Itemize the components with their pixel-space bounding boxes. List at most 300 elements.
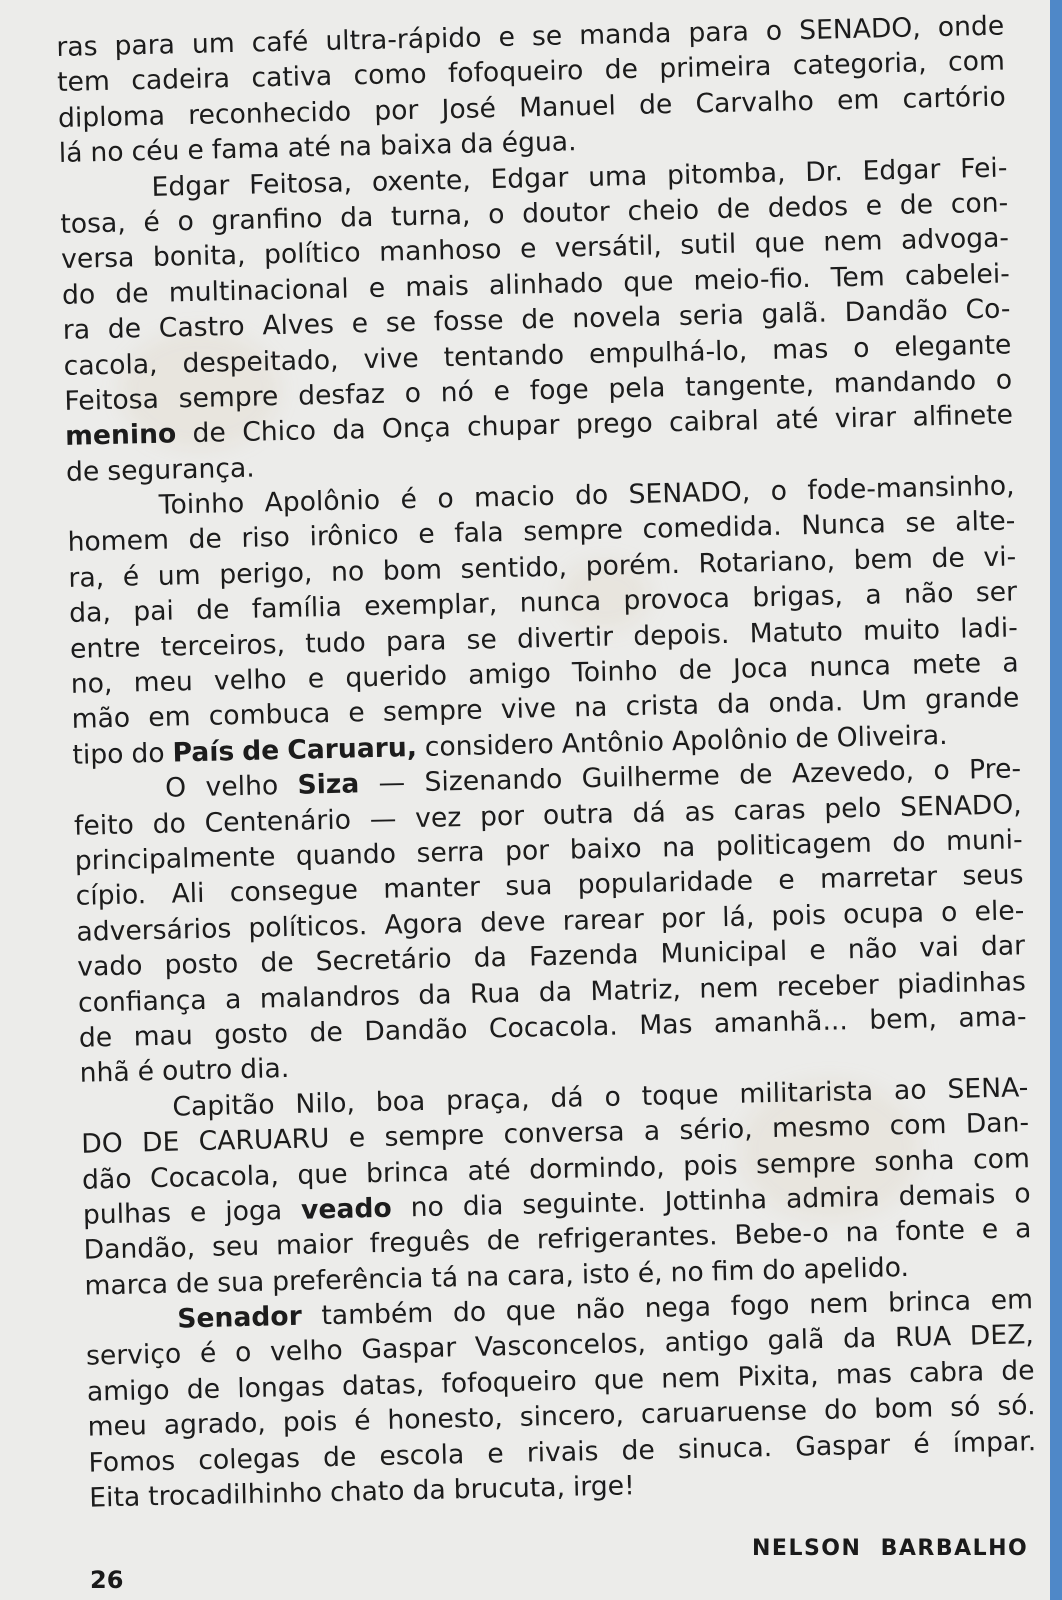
word: velho	[213, 663, 287, 697]
word: homem	[67, 525, 170, 559]
word: o	[1013, 1178, 1031, 1210]
word: do	[574, 479, 609, 512]
word: a	[864, 579, 882, 612]
word: Co-	[965, 293, 1011, 326]
paragraph	[66, 468, 1020, 773]
word: não	[847, 933, 898, 966]
word: mau	[133, 1020, 194, 1053]
word: vai	[919, 931, 960, 964]
word: baixa	[379, 129, 453, 162]
word: outro	[161, 1054, 233, 1088]
word: nó	[440, 376, 475, 409]
word: advoga-	[900, 222, 1010, 257]
word: e	[189, 1196, 207, 1229]
word: Fazenda	[528, 939, 639, 973]
word: longas	[236, 1371, 326, 1405]
word: até	[467, 1154, 512, 1187]
word: O	[164, 772, 187, 804]
word: de	[520, 303, 555, 336]
word: em	[836, 84, 880, 117]
word: Secretário	[315, 943, 452, 978]
word: com	[947, 45, 1006, 79]
word: ra,	[68, 561, 105, 594]
word: consegue	[229, 874, 359, 909]
word: adversários	[76, 913, 232, 948]
word: que	[622, 265, 674, 298]
word: a	[224, 983, 242, 1015]
word: de	[107, 313, 142, 346]
word: malandros	[259, 979, 401, 1015]
word: irônico	[309, 519, 399, 553]
word: bom	[873, 1392, 934, 1426]
word: se	[385, 307, 417, 339]
word: tudo	[304, 626, 367, 660]
word: turna,	[390, 199, 471, 233]
word: cara,	[506, 1259, 575, 1292]
word: reconhecido	[187, 96, 352, 131]
word: fama	[211, 133, 281, 166]
word: na	[465, 1260, 500, 1293]
word: escola	[379, 1438, 465, 1472]
word: que	[505, 1295, 557, 1328]
word: Caruaru,	[286, 731, 418, 766]
word: terceiros,	[160, 628, 286, 663]
word: de	[241, 734, 280, 767]
word: de	[188, 523, 223, 556]
word: virar	[834, 402, 897, 435]
word: apelido.	[803, 1251, 910, 1286]
word: por	[479, 800, 525, 833]
word: é	[137, 1056, 155, 1088]
word: o	[933, 755, 951, 787]
word: tipo	[72, 738, 124, 771]
word: isto	[581, 1257, 631, 1291]
word: toque	[641, 1078, 719, 1112]
word: gosto	[213, 1017, 289, 1051]
word: sério,	[679, 1113, 754, 1147]
word: o	[852, 332, 870, 364]
paragraph	[56, 8, 1007, 171]
word: meu	[87, 1410, 148, 1443]
word: lá	[58, 137, 83, 170]
word: vi-	[983, 541, 1017, 573]
word: em	[147, 701, 191, 734]
word: riso	[241, 522, 291, 555]
word: ras	[56, 31, 98, 63]
word: dormindo,	[528, 1150, 665, 1186]
word: pai	[132, 595, 175, 628]
word: como	[353, 58, 427, 92]
word: versa	[60, 242, 135, 276]
word: Dandão,	[83, 1232, 196, 1266]
word: no,	[70, 667, 113, 700]
word: por	[504, 835, 550, 868]
word: vive	[500, 693, 557, 726]
word: CARUARU	[198, 1123, 330, 1158]
word: da	[417, 978, 452, 1011]
word: preferência	[271, 1262, 424, 1298]
word: só.	[997, 1390, 1036, 1423]
word: alinhado	[488, 267, 604, 301]
word: e	[493, 375, 511, 408]
word: colegas	[197, 1442, 301, 1476]
word: pois	[282, 1406, 338, 1439]
word: por	[373, 94, 419, 127]
word: manter	[382, 871, 481, 906]
word: Chico	[241, 415, 317, 449]
word: pelo	[824, 792, 882, 825]
word: no	[330, 556, 365, 588]
word: demais	[898, 1178, 996, 1213]
word: Sizenando	[424, 763, 563, 799]
word: marca	[84, 1268, 169, 1302]
word: perigo,	[218, 557, 313, 591]
word: no	[90, 136, 124, 169]
word: e	[187, 134, 205, 167]
word: pois	[771, 899, 827, 932]
word: deve	[479, 905, 546, 939]
word: e	[307, 663, 325, 695]
word: chupar	[466, 409, 560, 444]
word: de	[195, 594, 230, 627]
word: dá	[550, 1082, 585, 1114]
word: amigo	[467, 657, 552, 691]
word: Matuto	[749, 615, 844, 650]
word: velho	[269, 1335, 344, 1368]
word: DEZ,	[969, 1319, 1035, 1353]
word: até	[287, 131, 332, 164]
word: entre	[69, 631, 141, 665]
word: Rotariano,	[698, 545, 836, 580]
word: Edgar	[862, 153, 941, 187]
word: brinca	[887, 1285, 972, 1319]
word: o	[437, 483, 455, 515]
word: é	[122, 561, 140, 593]
word: Bebe-o	[734, 1218, 830, 1252]
word: prego	[575, 407, 654, 441]
word: para	[385, 624, 447, 658]
word: Castro	[158, 310, 245, 344]
word: sutil	[679, 228, 737, 262]
word: na	[661, 831, 696, 864]
word: do	[891, 826, 926, 859]
word: se	[905, 507, 936, 540]
word: sonha	[873, 1144, 955, 1178]
word: o	[770, 475, 788, 507]
word: muni-	[945, 824, 1023, 857]
word: e	[368, 272, 386, 304]
word: do	[452, 1296, 487, 1329]
word: Gaspar	[794, 1429, 891, 1463]
word: ama-	[958, 1001, 1027, 1034]
word: depois.	[632, 618, 730, 652]
page-edge-background	[1050, 0, 1062, 1600]
word: receber	[776, 969, 880, 1003]
word: de	[186, 1373, 221, 1406]
word: de	[322, 1441, 357, 1473]
word: na	[573, 692, 608, 724]
word: cartório	[902, 81, 1007, 115]
word: foge	[529, 373, 590, 407]
word: Feitosa,	[248, 166, 353, 201]
word: Mas	[638, 1008, 693, 1041]
word: exemplar,	[363, 588, 498, 623]
word: nem	[808, 1287, 869, 1321]
word: um	[191, 27, 236, 60]
word: fosse	[433, 305, 504, 338]
word: pois	[682, 1149, 738, 1182]
word: pitomba,	[666, 157, 786, 191]
word: veado	[300, 1192, 393, 1226]
word: desfaz	[297, 378, 386, 412]
word: da	[473, 942, 508, 974]
word: Municipal	[660, 935, 788, 970]
word: família	[251, 591, 343, 625]
word: não	[903, 578, 954, 611]
word: SENADO,	[628, 476, 751, 511]
word: marretar	[819, 861, 938, 896]
word: até	[774, 404, 819, 437]
word: cadeira	[130, 63, 231, 97]
word: politicagem	[715, 827, 873, 863]
word: o	[234, 1337, 252, 1369]
word: dá	[632, 796, 667, 829]
word: da	[332, 414, 366, 447]
paragraph	[73, 752, 1028, 1092]
word: Toinho	[571, 655, 658, 689]
word: SENA-	[947, 1071, 1029, 1105]
word: também	[321, 1297, 434, 1332]
word: Senador	[176, 1300, 303, 1335]
word: Agora	[384, 907, 464, 941]
word: quando	[295, 838, 397, 872]
word: cativa	[251, 61, 333, 94]
word: tem	[56, 66, 111, 99]
word: em	[990, 1284, 1034, 1317]
word: a	[1014, 1213, 1032, 1245]
word: Centenário	[204, 804, 352, 839]
word: versátil,	[554, 230, 663, 265]
word: Cocacola,	[149, 1159, 280, 1194]
word: vado	[76, 950, 143, 983]
word: principalmente	[74, 841, 276, 877]
word: com	[972, 1142, 1031, 1175]
word: sempre	[384, 1119, 485, 1153]
word: na	[338, 131, 373, 163]
word: SENADO,	[899, 788, 1023, 823]
word: menino	[64, 418, 177, 453]
word: de	[738, 759, 773, 791]
word: e	[498, 21, 516, 53]
word: Onça	[381, 412, 452, 445]
word: do	[61, 278, 96, 311]
word: o	[995, 364, 1013, 396]
word: velho	[205, 770, 279, 804]
word: serviço	[85, 1338, 182, 1373]
word: pela	[608, 372, 666, 405]
word: e	[486, 1437, 505, 1470]
paragraph	[85, 1282, 1038, 1516]
word: Cocacola.	[488, 1010, 619, 1045]
word: cípio.	[75, 879, 147, 913]
word: mais	[404, 270, 470, 303]
word: da	[412, 1474, 447, 1507]
word: agrado,	[163, 1407, 267, 1442]
word: refrigerantes.	[536, 1220, 718, 1256]
word: ser	[975, 576, 1018, 609]
word: Apolônio	[264, 484, 381, 519]
word: oxente,	[371, 164, 472, 198]
word: vive	[363, 342, 420, 375]
word: de	[309, 1016, 344, 1049]
word: é	[353, 1405, 371, 1437]
word: alte-	[954, 505, 1016, 539]
word: e	[519, 233, 537, 265]
word: sempre	[178, 380, 279, 415]
word: bom	[382, 554, 443, 587]
word: Rua	[469, 977, 521, 1010]
word: ímpar.	[952, 1425, 1037, 1459]
word: Eita	[88, 1481, 141, 1514]
word: doutor	[521, 196, 611, 230]
word: sua	[505, 870, 553, 903]
word: diploma	[57, 100, 166, 134]
word: fogo	[730, 1289, 790, 1323]
word: Edgar	[490, 161, 569, 195]
word: outra	[542, 798, 615, 831]
word: ladi-	[959, 611, 1019, 645]
word: freguês	[369, 1226, 471, 1260]
word: e	[417, 519, 436, 551]
word: Nilo,	[295, 1087, 356, 1120]
word: granfino	[211, 202, 323, 237]
word: joga	[224, 1195, 283, 1228]
word: cacola,	[63, 348, 158, 382]
word: despeitado,	[182, 344, 339, 379]
word: égua.	[501, 126, 577, 160]
word: Pixita,	[737, 1359, 820, 1393]
word: trocadilhinho	[147, 1477, 323, 1513]
word: uma	[587, 160, 648, 193]
word: no	[410, 1191, 445, 1224]
word: cabelei-	[904, 258, 1011, 292]
word: a	[1001, 647, 1019, 679]
word: é	[912, 1428, 930, 1460]
word: primeira	[659, 51, 772, 85]
word: não	[575, 1293, 626, 1326]
word: amanhã...	[713, 1005, 849, 1040]
word: mão	[71, 702, 131, 736]
word: de	[638, 88, 673, 121]
word: Jottinha	[664, 1184, 768, 1218]
word: ao	[893, 1074, 927, 1106]
paragraph	[80, 1070, 1033, 1304]
word: Um	[861, 685, 908, 718]
word: novela	[571, 301, 662, 335]
word: Toinho	[158, 487, 245, 521]
word: sempre	[382, 694, 483, 729]
word: o	[177, 205, 195, 238]
word: de	[192, 417, 227, 450]
word: Dandão	[363, 1013, 468, 1048]
word: empulhá-lo,	[588, 334, 748, 370]
word: Oliveira.	[836, 719, 948, 754]
word: na	[845, 1216, 880, 1249]
word: Azevedo,	[791, 755, 915, 790]
word: e	[808, 934, 827, 967]
word: de	[65, 455, 100, 488]
word: pulhas	[82, 1197, 172, 1231]
word: Apolônio	[671, 723, 788, 758]
word: Guilherme	[581, 760, 721, 795]
word: se	[531, 20, 563, 53]
word: bem,	[868, 1003, 938, 1036]
word: fim	[711, 1255, 755, 1288]
word: serra	[416, 836, 485, 870]
word: bem	[853, 543, 914, 576]
word: da	[842, 1323, 877, 1355]
word: um	[157, 559, 201, 592]
word: fala	[453, 517, 504, 550]
word: comedida.	[642, 511, 782, 546]
word: de	[621, 1434, 656, 1467]
word: rivais	[526, 1435, 599, 1469]
word: e	[865, 190, 883, 222]
word: sentido,	[460, 551, 568, 585]
word: mete	[911, 648, 982, 681]
word: vez	[414, 801, 462, 834]
word: mas	[771, 333, 829, 366]
word: brinca	[365, 1155, 450, 1189]
word: mas	[835, 1358, 893, 1391]
word: honesto,	[387, 1402, 504, 1437]
word: irge!	[572, 1470, 636, 1503]
word: fofoqueiro	[441, 1365, 578, 1400]
word: político	[263, 237, 361, 271]
word: sua	[216, 1266, 265, 1299]
word: céu	[131, 135, 180, 168]
word: seguinte.	[521, 1186, 647, 1221]
word: tá	[430, 1261, 459, 1294]
word: por	[660, 902, 706, 935]
word: Ali	[171, 878, 205, 910]
word: SENADO,	[798, 12, 922, 47]
word: praça,	[445, 1083, 530, 1117]
word: o	[604, 1081, 622, 1113]
word: brucuta,	[453, 1471, 566, 1506]
word: dedos	[767, 191, 849, 224]
word: segurança.	[106, 452, 256, 487]
word: Antônio	[561, 726, 665, 760]
word: a	[643, 1115, 661, 1148]
word: mesmo	[771, 1110, 871, 1145]
word: elegante	[894, 328, 1012, 363]
word: ocupa	[842, 897, 925, 931]
word: bonita,	[152, 240, 246, 274]
word: do	[131, 737, 165, 770]
word: da	[339, 201, 374, 234]
word: de	[78, 1021, 113, 1054]
word: RUA	[894, 1321, 952, 1354]
word: ultra-rápido	[325, 22, 482, 57]
word: seu	[211, 1230, 260, 1264]
word: do	[762, 1254, 796, 1286]
word: de	[795, 722, 830, 755]
word: combuca	[208, 698, 331, 733]
word: galã	[767, 1324, 825, 1357]
word: Tem	[830, 261, 886, 294]
word: Manuel	[518, 90, 617, 124]
